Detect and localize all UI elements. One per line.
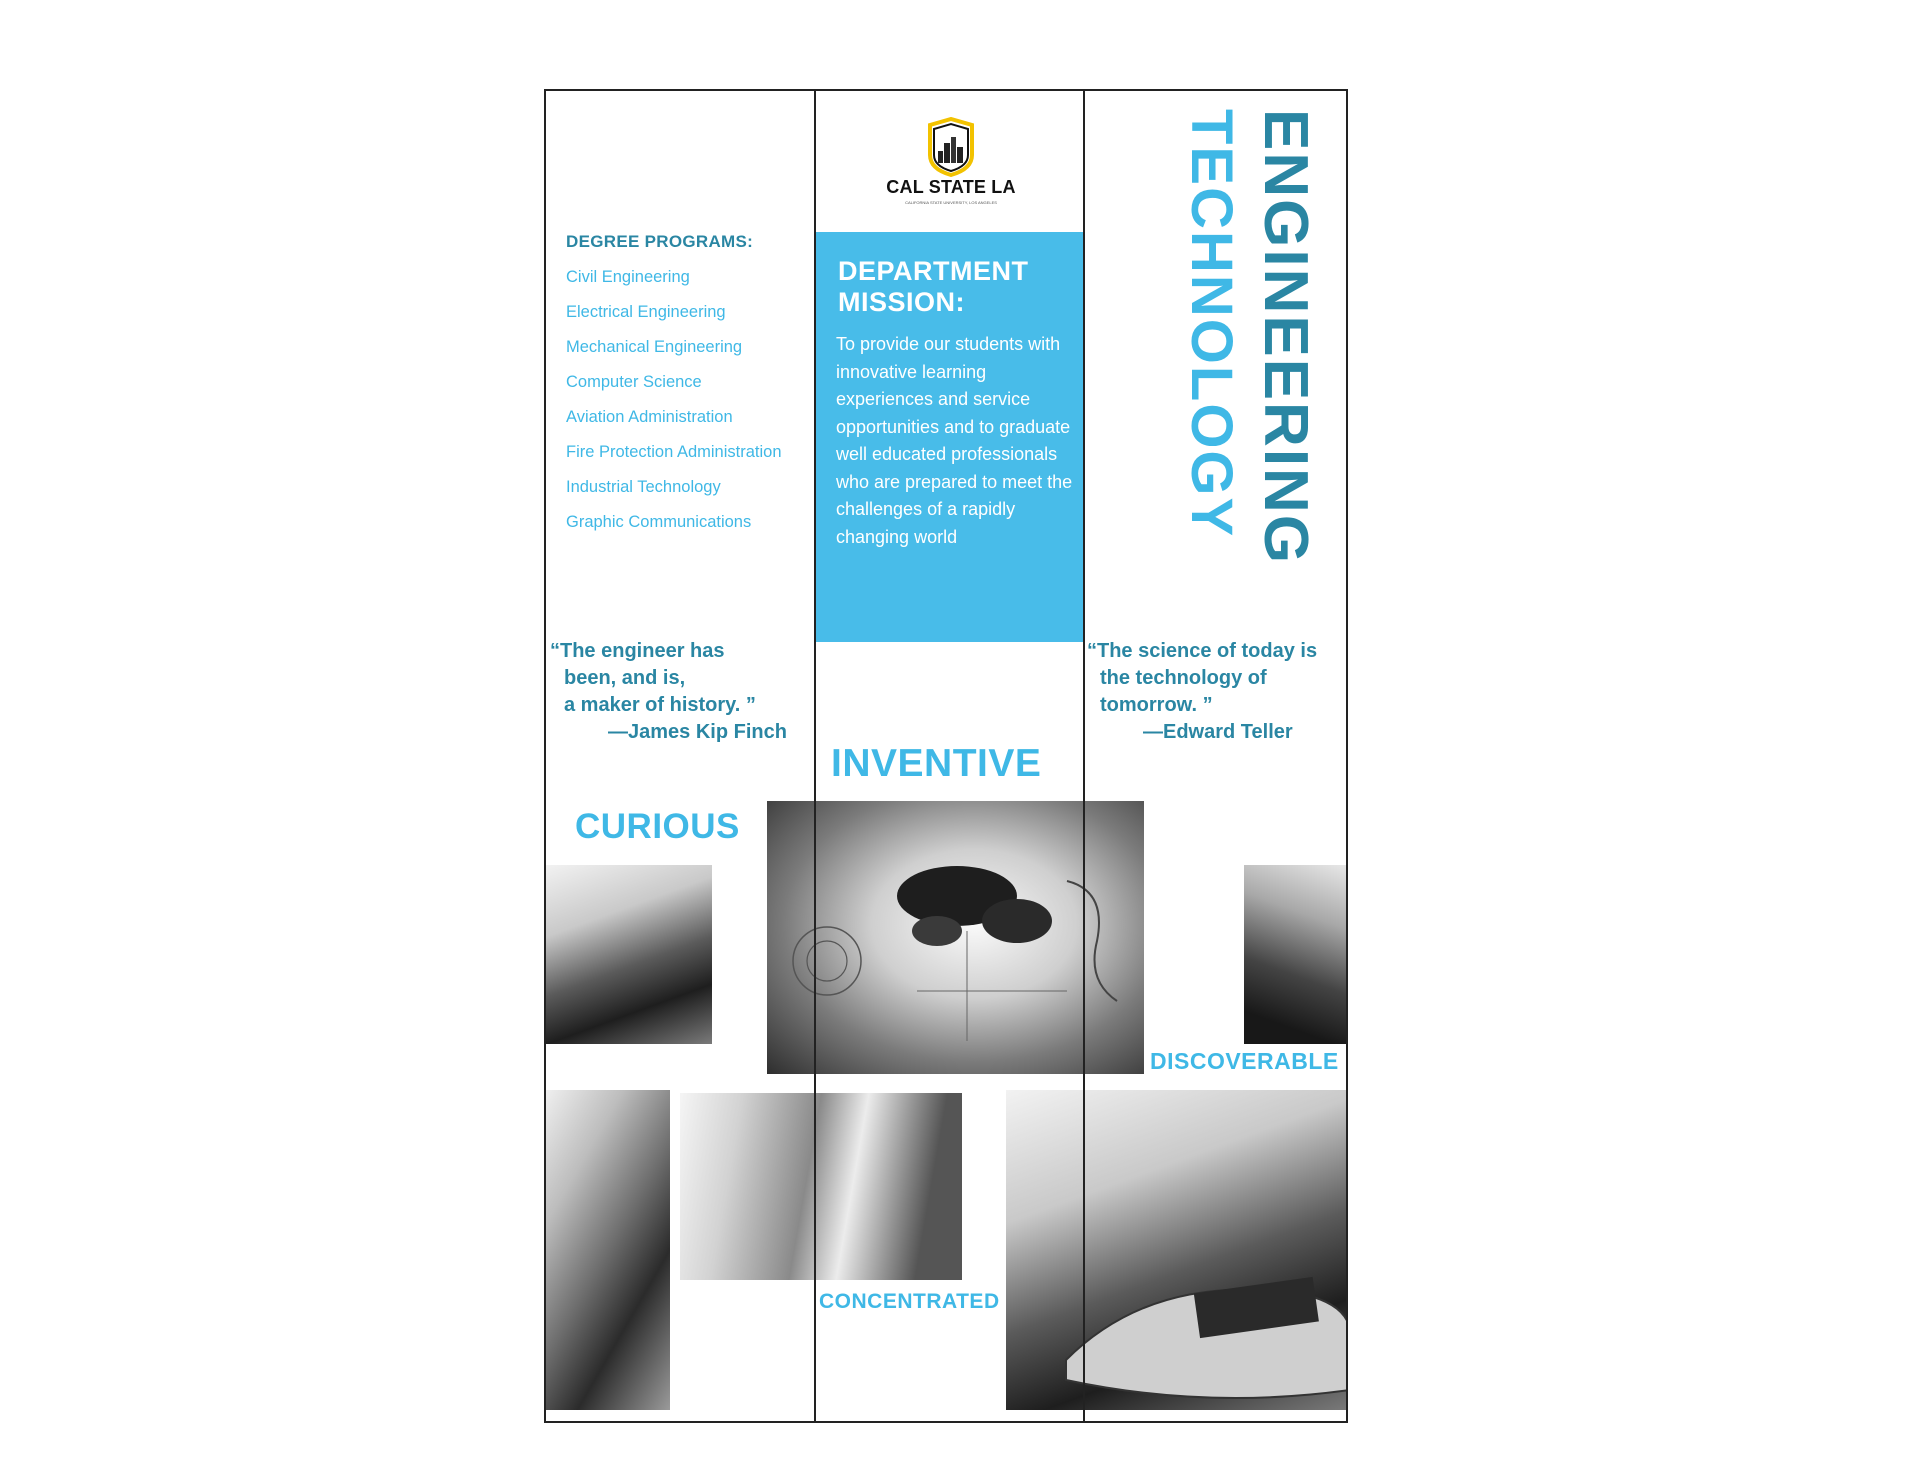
quote-line: tomorrow. ” <box>1100 694 1213 716</box>
cal-state-la-logo <box>886 117 1016 227</box>
quote-line: “The science of today is <box>1087 640 1318 662</box>
quote-finch <box>550 638 810 746</box>
quote-teller <box>1087 638 1348 746</box>
column-divider <box>814 91 816 1421</box>
degree-item: Electrical Engineering <box>566 303 726 321</box>
shield-icon <box>924 117 978 177</box>
quote-author: —James Kip Finch <box>608 721 787 743</box>
title-engineering: ENGINEERING <box>1251 109 1320 566</box>
photo-students-lab <box>546 865 712 1044</box>
degree-item: Graphic Communications <box>566 513 752 531</box>
quote-line: been, and is, <box>564 667 686 689</box>
photo-blueprint-parts <box>767 801 1144 1074</box>
photo-cleanroom <box>680 1093 962 1280</box>
logo-wordmark: CAL STATE LA <box>886 177 1016 197</box>
quote-line: the technology of <box>1100 667 1267 689</box>
degree-item: Aviation Administration <box>566 408 733 426</box>
degree-item: Civil Engineering <box>566 268 690 286</box>
quote-line: a maker of history. ” <box>564 694 756 716</box>
title-technology: TECHNOLOGY <box>1179 109 1244 539</box>
word-curious: CURIOUS <box>575 807 740 846</box>
degree-programs-heading: DEGREE PROGRAMS: <box>566 232 754 251</box>
poster <box>544 89 1348 1423</box>
solar-car-icon <box>1006 1090 1348 1410</box>
degree-programs-list <box>566 267 782 547</box>
column-divider <box>1083 91 1085 1421</box>
photo-engine-parts <box>1244 865 1348 1044</box>
mission-box <box>816 232 1084 642</box>
quote-line: “The engineer has <box>550 640 725 662</box>
mission-heading: DEPARTMENT MISSION: <box>838 256 1029 317</box>
degree-item: Mechanical Engineering <box>566 338 743 356</box>
word-discoverable: DISCOVERABLE <box>1150 1048 1339 1074</box>
degree-item: Fire Protection Administration <box>566 443 782 461</box>
degree-item: Industrial Technology <box>566 478 721 496</box>
photo-solar-car-team <box>1006 1090 1348 1410</box>
photo-team-celebrating <box>546 1090 670 1410</box>
quote-author: —Edward Teller <box>1143 721 1293 743</box>
word-concentrated: CONCENTRATED <box>819 1290 1000 1313</box>
blueprint-sketch-icon <box>767 801 1144 1074</box>
word-inventive: INVENTIVE <box>831 742 1042 785</box>
logo-tagline: CALIFORNIA STATE UNIVERSITY, LOS ANGELES <box>905 200 997 205</box>
mission-body: To provide our students with innovative learning experiences and service opportunities and to graduate well educated professionals who are prepared to meet the challenges of a rapidly changing world <box>836 334 1073 547</box>
degree-item: Computer Science <box>566 373 702 391</box>
